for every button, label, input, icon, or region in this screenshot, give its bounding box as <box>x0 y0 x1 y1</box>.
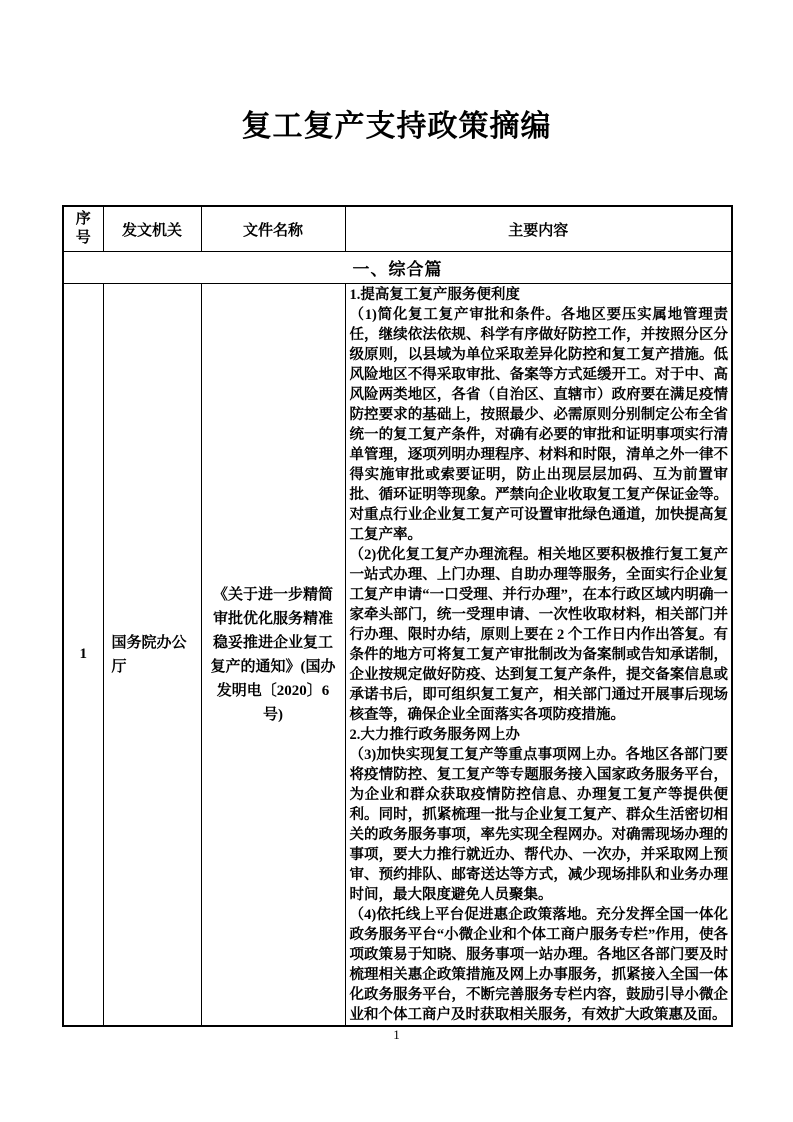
table-row <box>63 284 732 1027</box>
header-cell-authority: 发文机关 <box>103 206 201 252</box>
cell-document-name: 《关于进一步精简审批优化服务精准稳妥推进企业复工复产的通知》(国办发明电〔2020〕6 号) <box>201 284 345 1027</box>
page-title: 复工复产支持政策摘编 <box>241 110 552 143</box>
section-title: 一、综合篇 <box>63 252 732 284</box>
cell-issuing-authority: 国务院办公厅 <box>103 284 201 1027</box>
content-paragraph: （2)优化复工复产办理流程。相关地区要积极推行复工复产一站式办理、上门办理、自助办理等服务，全面实行企业复工复产申请“一口受理、并行办理”，在本行政区域内明确一家牵头部门，统一受理申请、一次性收取材料，相关部门并行办理、限时办结，原则上要在 2 个工作日内作出答复。有条件的地方可将复工复产审批制改为备案制或告知承诺制，企业按规定做好防疫、达到复工复产条件，提交备案信息或承诺书后，即可组织复工复产，相关部门通过开展事后现场核查等，确保企业全面落实各项防疫措施。 <box>349 547 728 723</box>
content-paragraph: 1.提高复工复产服务便利度 <box>349 287 520 303</box>
content-paragraph: （1)简化复工复产审批和条件。各地区要压实属地管理责任，继续依法依规、科学有序做好防控工作，并按照分区分级原则，以县域为单位采取差异化防控和复工复产措施。低风险地区不得采取审批、备案等方式延缓开工。对于中、高风险两类地区，各省（自治区、直辖市）政府要在满足疫情防控要求的基础上，按照最少、必需原则分别制定公布全省统一的复工复产条件，对确有必要的审批和证明事项实行清单管理，逐项列明办理程序、材料和时限，清单之外一律不得实施审批或索要证明，防止出现层层加码、互为前置审批、循环证明等现象。严禁向企业收取复工复产保证金等。对重点行业企业复工复产可设置审批绿色通道，加快提高复工复产率。 <box>349 307 728 543</box>
page-number: 1 <box>393 1027 400 1042</box>
section-row <box>63 252 732 284</box>
table-header-row <box>63 206 732 252</box>
header-index-label: 序号 <box>75 211 91 246</box>
header-cell-index <box>63 206 103 252</box>
cell-row-index: 1 <box>63 284 103 1027</box>
policy-table <box>62 205 733 1027</box>
header-cell-docname: 文件名称 <box>201 206 345 252</box>
cell-main-content <box>345 284 732 1027</box>
content-paragraph: （4)依托线上平台促进惠企政策落地。充分发挥全国一体化政务服务平台“小微企业和个体工商户服务专栏”作用，使各项政策易于知晓、服务事项一站办理。各地区各部门要及时梳理相关惠企政策措施及网上办事服务，抓紧接入全国一体化政务服务平台，不断完善服务专栏内容，鼓励引导小微企业和个体工商户及时获取相关服务，有效扩大政策惠及面。 <box>349 907 728 1023</box>
content-paragraph: （3)加快实现复工复产等重点事项网上办。各地区各部门要将疫情防控、复工复产等专题服务接入国家政务服务平台，为企业和群众获取疫情防控信息、办理复工复产等提供便利。同时，抓紧梳理一批与企业复工复产、群众生活密切相关的政务服务事项，率先实现全程网办。对确需现场办理的事项，要大力推行就近办、帮代办、一次办，并采取网上预审、预约排队、邮寄送达等方式，减少现场排队和业务办理时间，最大限度避免人员聚集。 <box>349 747 728 903</box>
content-paragraph: 2.大力推行政务服务网上办 <box>349 727 520 743</box>
header-cell-content: 主要内容 <box>345 206 732 252</box>
